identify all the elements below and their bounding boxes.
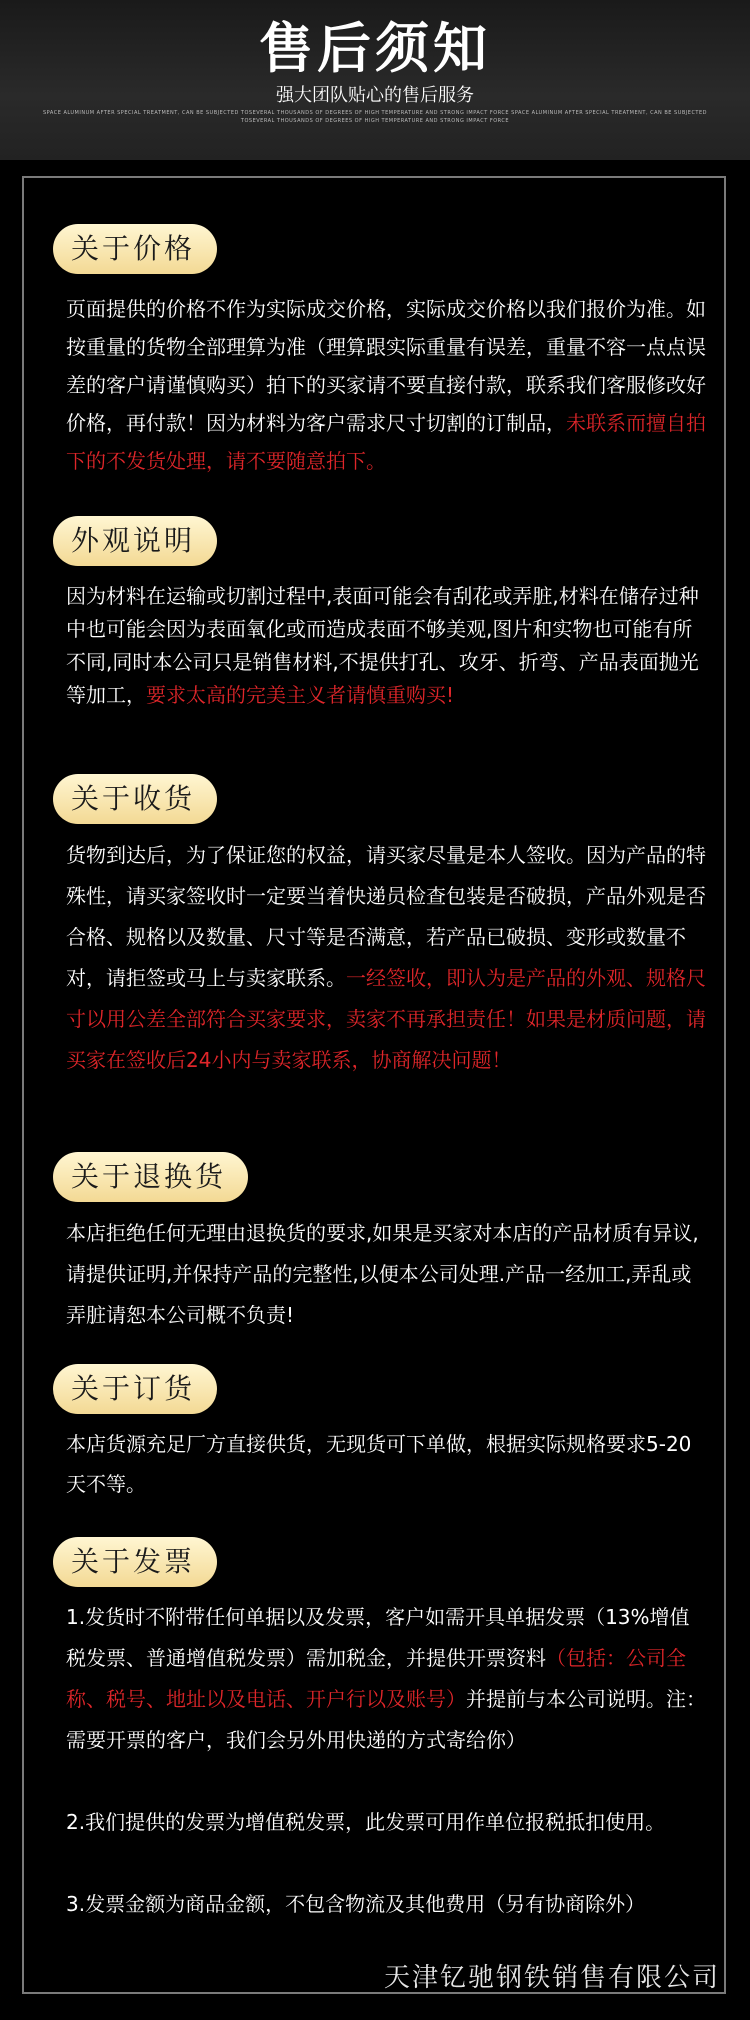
section-text-returns: 本店拒绝任何无理由退换货的要求,如果是买家对本店的产品材质有异议,请提供证明,并保持产品的完整性,以便本公司处理.产品一经加工,弄乱或弄脏请恕本公司概不负责!	[66, 1221, 699, 1327]
footer-company-name: 天津钇驰钢铁销售有限公司	[383, 1963, 720, 1993]
header-fine-print-2: TOSEVERAL THOUSANDS OF DEGREES OF HIGH TEMPERATURE AND STRONG IMPACT FORCE	[240, 118, 510, 124]
invoice-item-1-required-info: （包括：公司全称、税号、地址以及电话、开户行以及账号）	[66, 1646, 686, 1711]
section-text-appearance	[66, 580, 706, 712]
page-title: 售后须知	[259, 17, 491, 80]
price-warning: 未联系而擅自拍下的不发货处理，请不要随意拍下。	[66, 411, 706, 473]
price-text: 页面提供的价格不作为实际成交价格，实际成交价格以我们报价为准。如按重量的货物全部理算为准（理算跟实际重量有误差，重量不容一点点误差的客户请谨慎购买）拍下的买家请不要直接付款，联系我们客服修改好价格，再付款！因为材料为客户需求尺寸切割的订制品，	[66, 297, 706, 435]
invoice-item-1-text: 1.发货时不附带任何单据以及发票，客户如需开具单据发票（13%增值税发票、普通增值税发票）需加税金，并提供开票资料	[66, 1605, 690, 1670]
invoice-item-3: 3.发票金额为商品金额，不包含物流及其他费用（另有协商除外）	[66, 1892, 646, 1916]
appearance-warning: 要求太高的完美主义者请慎重购买!	[146, 683, 455, 707]
section-title-receiving: 关于收货	[53, 774, 217, 824]
invoice-item-1	[66, 1597, 706, 1761]
receiving-text: 货物到达后，为了保证您的权益，请买家尽量是本人签收。因为产品的特殊性，请买家签收时一定要当着快递员检查包装是否破损，产品外观是否合格、规格以及数量、尺寸等是否满意，若产品已破损、变形或数量不对，请拒签或马上与卖家联系。	[66, 843, 706, 990]
page-header	[0, 0, 750, 160]
section-text-ordering: 本店货源充足厂方直接供货，无现货可下单做，根据实际规格要求5-20天不等。	[66, 1432, 692, 1496]
section-text-receiving	[66, 835, 706, 1081]
page-subtitle: 强大团队贴心的售后服务	[276, 85, 474, 106]
section-title-appearance: 外观说明	[53, 516, 217, 566]
section-text-price	[66, 290, 706, 480]
receiving-warning: 一经签收，即认为是产品的外观、规格尺寸以用公差全部符合买家要求，卖家不再承担责任！如果是材质问题，请买家在签收后24小内与卖家联系，协商解决问题！	[66, 966, 706, 1072]
section-title-price: 关于价格	[53, 224, 217, 274]
section-title-invoice: 关于发票	[53, 1537, 217, 1587]
appearance-text: 因为材料在运输或切割过程中,表面可能会有刮花或弄脏,材料在储存过种中也可能会因为表面氧化或而造成表面不够美观,图片和实物也可能有所不同,同时本公司只是销售材料,不提供打孔、攻牙、折弯、产品表面抛光等加工，	[66, 584, 699, 707]
invoice-item-2: 2.我们提供的发票为增值税发票，此发票可用作单位报税抵扣使用。	[66, 1810, 666, 1834]
section-title-returns: 关于退换货	[53, 1152, 248, 1202]
invoice-item-1-note: 并提前与本公司说明。注：需要开票的客户，我们会另外用快递的方式寄给你）	[66, 1687, 706, 1752]
section-title-ordering: 关于订货	[53, 1364, 217, 1414]
header-fine-print-1: SPACE ALUMINUM AFTER SPECIAL TREATMENT, CAN BE SUBJECTED TOSEVERAL THOUSANDS OF DEGREES OF HIGH TEMPERATURE AND STRONG IMPACT FORCE SPACE ALUMINUM AFTER SPECIAL TREATMENT, CAN BE SUBJECTED	[43, 110, 707, 116]
